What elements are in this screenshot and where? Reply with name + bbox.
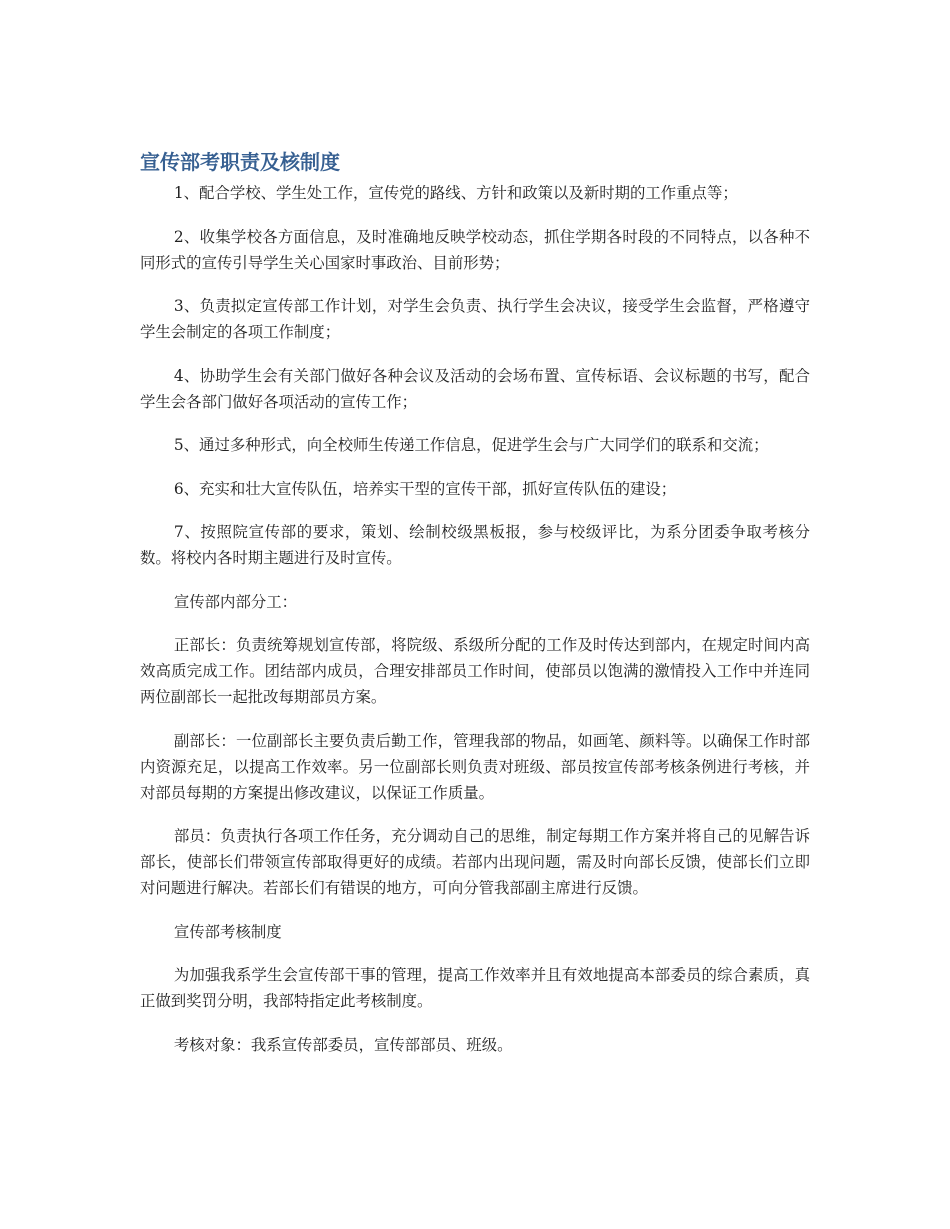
document-title: 宣传部考职责及核制度 — [140, 150, 340, 174]
paragraph-duty-5: 5、通过多种形式，向全校师生传递工作信息，促进学生会与广大同学们的联系和交流； — [173, 436, 769, 454]
paragraph-member: 部员：负责执行各项工作任务，充分调动自己的思维，制定每期工作方案并将自己的见解告诉部长，使部长们带领宣传部取得更好的成绩。若部内出现问题，需及时向部长反馈，使部长们立即对问题进行解决。若部长们有错误的地方，可向分管我部副主席进行反馈。 — [140, 827, 810, 897]
document-body — [140, 180, 810, 1075]
paragraph-assessment-target: 考核对象：我系宣传部委员，宣传部部员、班级。 — [173, 1035, 513, 1054]
paragraph-duty-1: 1、配合学校、学生处工作，宣传党的路线、方针和政策以及新时期的工作重点等； — [173, 184, 738, 202]
paragraph-director: 正部长：负责统筹规划宣传部，将院级、系级所分配的工作及时传达到部内，在规定时间内高效高质完成工作。团结部内成员，合理安排部员工作时间，使部员以饱满的激情投入工作中并连同两位副部长一起批改每期部员方案。 — [140, 636, 810, 706]
section-heading-assessment: 宣传部考核制度 — [173, 922, 282, 941]
paragraph-assessment-purpose: 为加强我系学生会宣传部干事的管理，提高工作效率并且有效地提高本部委员的综合素质，真正做到奖罚分明，我部特指定此考核制度。 — [140, 966, 810, 1010]
paragraph-duty-7: 7、按照院宣传部的要求，策划、绘制校级黑板报，参与校级评比，为系分团委争取考核分数。将校内各时期主题进行及时宣传。 — [140, 523, 810, 567]
paragraph-duty-3: 3、负责拟定宣传部工作计划，对学生会负责、执行学生会决议，接受学生会监督，严格遵守学生会制定的各项工作制度； — [140, 297, 810, 341]
section-heading-division: 宣传部内部分工： — [173, 592, 298, 611]
paragraph-duty-6: 6、充实和壮大宣传队伍，培养实干型的宣传干部，抓好宣传队伍的建设； — [173, 479, 677, 498]
paragraph-duty-4: 4、协助学生会有关部门做好各种会议及活动的会场布置、宣传标语、会议标题的书写，配合学生会各部门做好各项活动的宣传工作； — [140, 366, 810, 411]
paragraph-deputy-director: 副部长：一位副部长主要负责后勤工作，管理我部的物品，如画笔、颜料等。以确保工作时部内资源充足，以提高工作效率。另一位副部长则负责对班级、部员按宣传部考核条例进行考核，并对部员每期的方案提出修改建议，以保证工作质量。 — [140, 731, 810, 802]
paragraph-duty-2: 2、收集学校各方面信息，及时准确地反映学校动态，抓住学期各时段的不同特点，以各种不同形式的宣传引导学生关心国家时事政治、目前形势； — [140, 227, 810, 272]
